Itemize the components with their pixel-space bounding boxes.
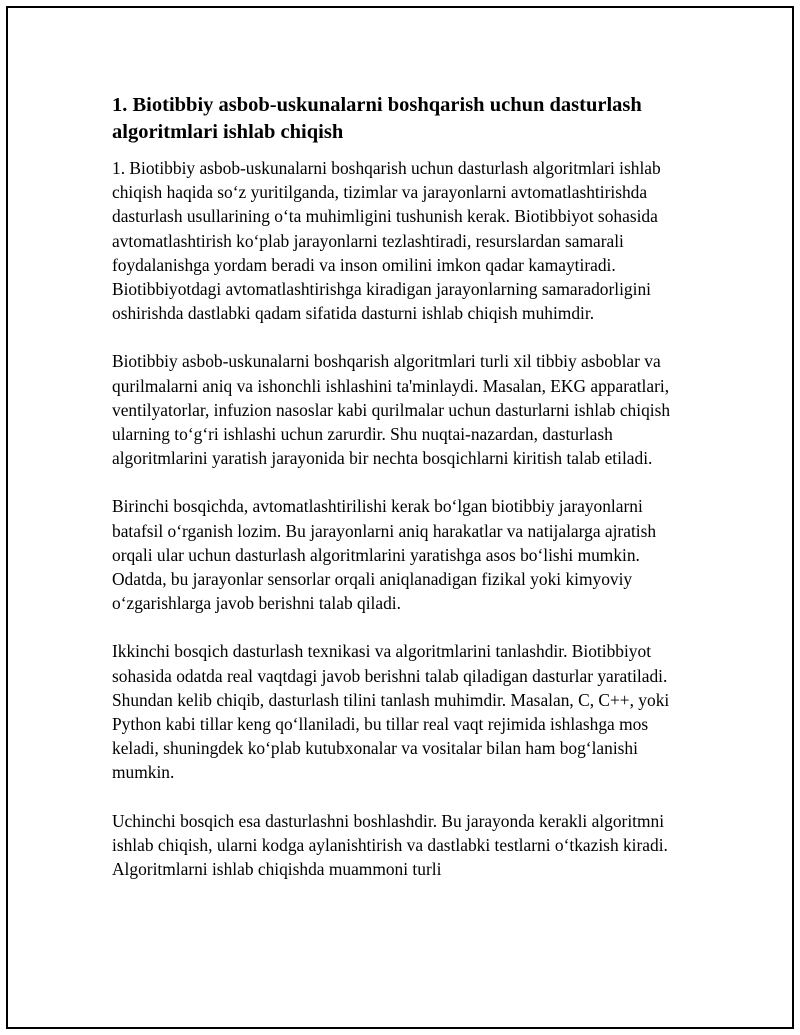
paragraph-intro: 1. Biotibbiy asbob-uskunalarni boshqarish uchun dasturlash algoritmlari ishlab chiqish haqida so‘z yuritilganda, tizimlar va jarayonlarni avtomatlashtirishda dasturlash usullarining o‘ta muhimligini tushunish kerak. Biotibbiyot sohasida avtomatlashtirish ko‘plab jarayonlarni tezlashtiradi, resurslardan samarali foydalanishga yordam beradi va inson omilini imkon qadar kamaytiradi. Biotibbiyotdagi avtomatlashtirishga kiradigan jarayonlarning samaradorligini oshirishda dastlabki qadam sifatida dasturni ishlab chiqish muhimdir. (112, 158, 661, 324)
paragraph-algorithms: Biotibbiy asbob-uskunalarni boshqarish algoritmlari turli xil tibbiy asboblar va qurilmalarni aniq va ishonchli ishlashini ta'minlaydi. Masalan, EKG apparatlari, ventilyatorlar, infuzion nasoslar kabi qurilmalar uchun dasturlarni ishlab chiqish ularning to‘g‘ri ishlashi uchun zarurdir. Shu nuqtai-nazardan, dasturlash algoritmlarini yaratish jarayonida bir nechta bosqichlarni kiritish talab etiladi. (112, 351, 671, 469)
document-body (112, 92, 672, 905)
paragraph-stage-one: Birinchi bosqichda, avtomatlashtirilishi kerak bo‘lgan biotibbiy jarayonlarni batafsil o‘rganish lozim. Bu jarayonlarni aniq harakatlar va natijalarga ajratish orqali ular uchun dasturlash algoritmlarini yaratishga asos bo‘lishi mumkin. Odatda, bu jarayonlar sensorlar orqali aniqlanadigan fizikal yoki kimyoviy o‘zgarishlarga javob berishni talab qiladi. (112, 496, 657, 614)
paragraph-stage-two: Ikkinchi bosqich dasturlash texnikasi va algoritmlarini tanlashdir. Biotibbiyot sohasida odatda real vaqtdagi javob berishni talab qiladigan dasturlar yaratiladi. Shundan kelib chiqib, dasturlash tilini tanlash muhimdir. Masalan, C, C++, yoki Python kabi tillar keng qo‘llaniladi, bu tillar real vaqt rejimida ishlashga mos keladi, shuningdek ko‘plab kutubxonalar va vositalar bilan ham bog‘lanishi mumkin. (112, 641, 670, 783)
section-heading: 1. Biotibbiy asbob-uskunalarni boshqarish uchun dasturlash algoritmlari ishlab chiqish (112, 94, 642, 143)
paragraph-stage-three: Uchinchi bosqich esa dasturlashni boshlashdir. Bu jarayonda kerakli algoritmni ishlab chiqish, ularni kodga aylanishtirish va dastlabki testlarni o‘tkazish kiradi. Algoritmlarni ishlab chiqishda muammoni turli (112, 810, 668, 880)
